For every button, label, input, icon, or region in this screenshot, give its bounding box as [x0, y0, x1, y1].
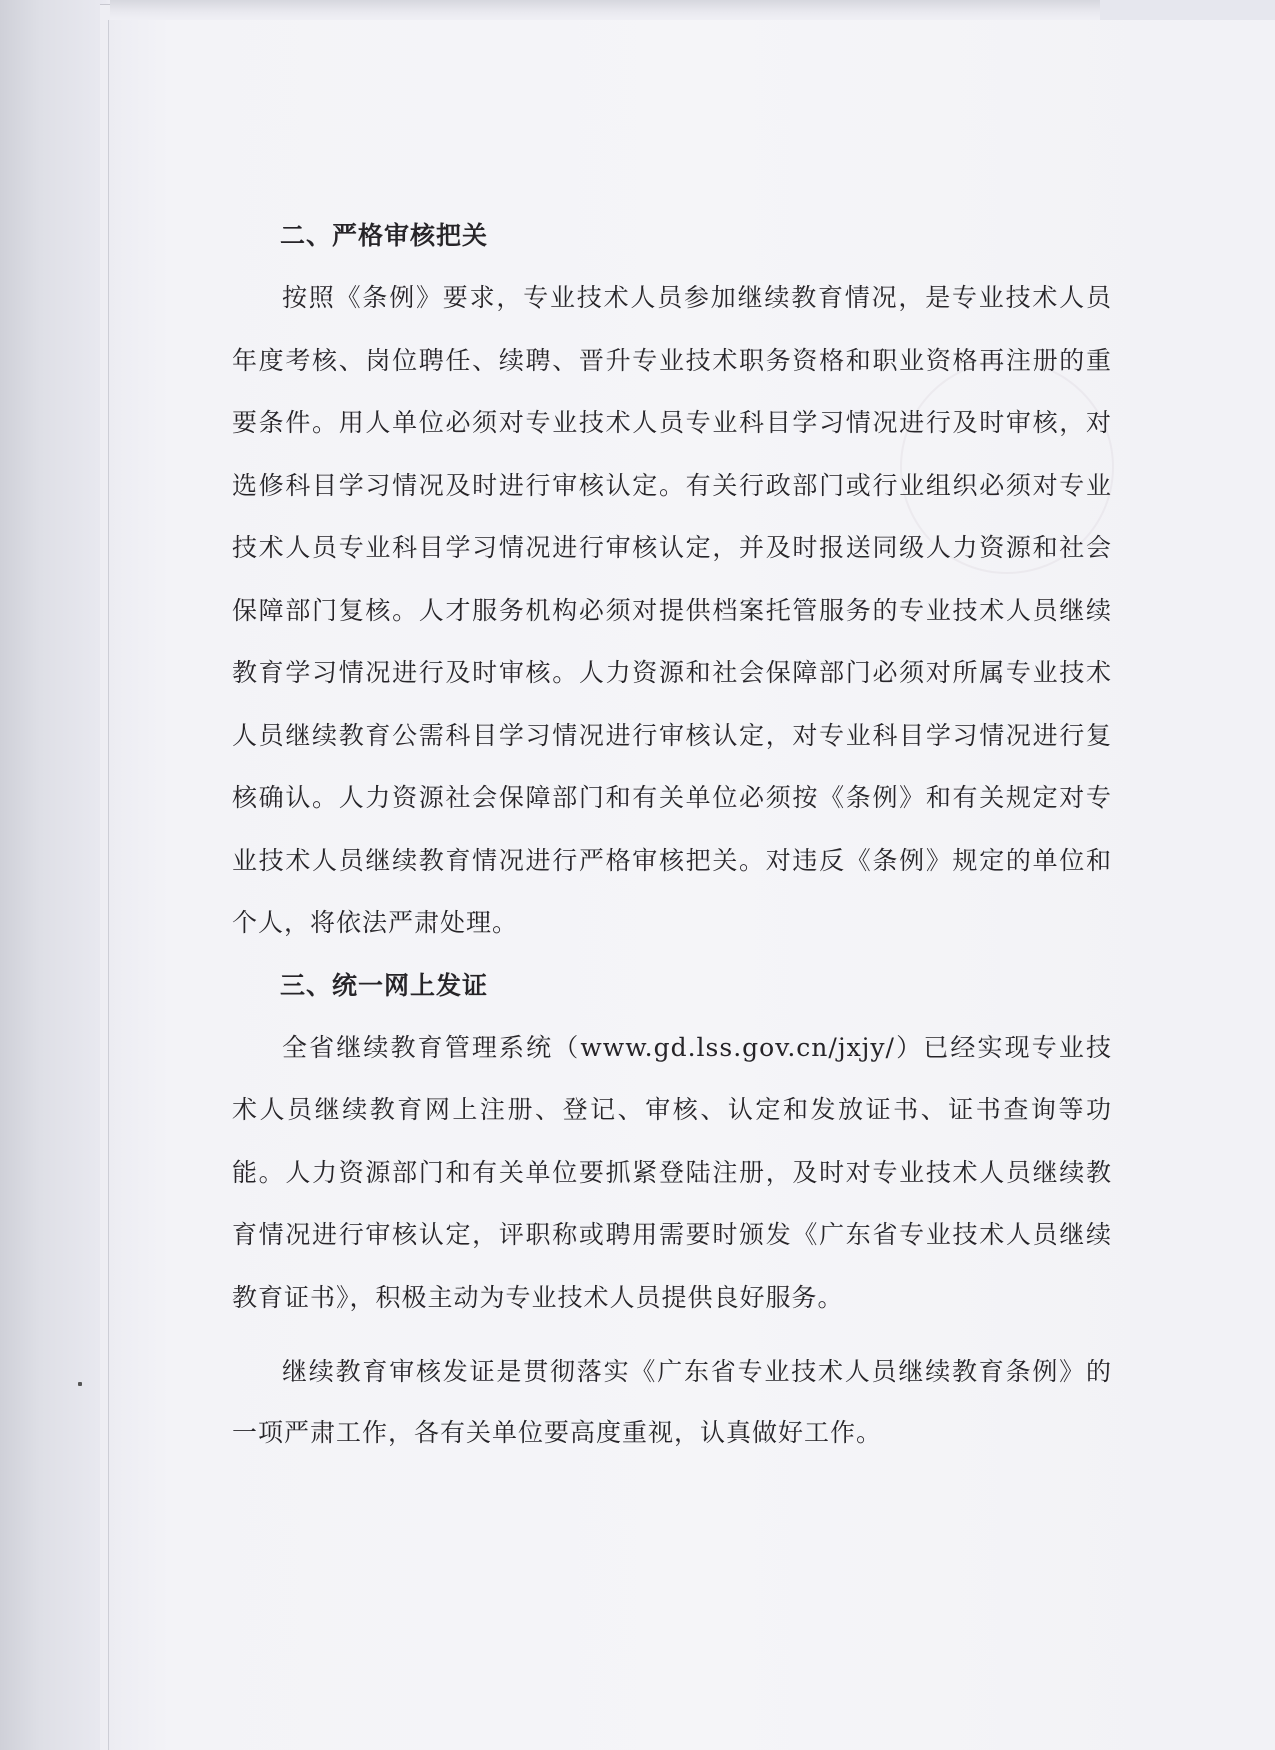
- section2-heading: 二、严格审核把关: [280, 221, 489, 250]
- section2-paragraph: 按照《条例》要求，专业技术人员参加继续教育情况，是专业技术人员年度考核、岗位聘任、续聘、晋升专业技术职务资格和职业资格再注册的重要条件。用人单位必须对专业技术人员专业科目学习情况进行及时审核，对选修科目学习情况及时进行审核认定。有关行政部门或行业组织必须对专业技术人员专业科目学习情况进行审核认定，并及时报送同级人力资源和社会保障部门复核。人才服务机构必须对提供档案托管服务的专业技术人员继续教育学习情况进行及时审核。人力资源和社会保障部门必须对所属专业技术人员继续教育公需科目学习情况进行审核认定，对专业科目学习情况进行复核确认。人力资源社会保障部门和有关单位必须按《条例》和有关规定对专业技术人员继续教育情况进行严格审核把关。对违反《条例》规定的单位和个人，将依法严肃处理。: [232, 283, 1112, 937]
- section3-heading: 三、统一网上发证: [280, 970, 489, 1000]
- document-body: [232, 205, 1112, 1463]
- paragraph-gap: [232, 1329, 1112, 1341]
- closing-paragraph: 继续教育审核发证是贯彻落实《广东省专业技术人员继续教育条例》的一项严肃工作，各有关单位要高度重视，认真做好工作。: [232, 1357, 1112, 1447]
- dust-speck: [78, 1382, 82, 1386]
- top-page-edge: [110, 0, 1100, 22]
- section3-paragraph: 全省继续教育管理系统（www.gd.lss.gov.cn/jxjy/）已经实现专业技术人员继续教育网上注册、登记、审核、认定和发放证书、证书查询等功能。人力资源部门和有关单位要抓紧登陆注册，及时对专业技术人员继续教育情况进行审核认定，评职称或聘用需要时颁发《广东省专业技术人员继续教育证书》，积极主动为专业技术人员提供良好服务。: [232, 1032, 1112, 1312]
- binding-shadow: [0, 0, 115, 1750]
